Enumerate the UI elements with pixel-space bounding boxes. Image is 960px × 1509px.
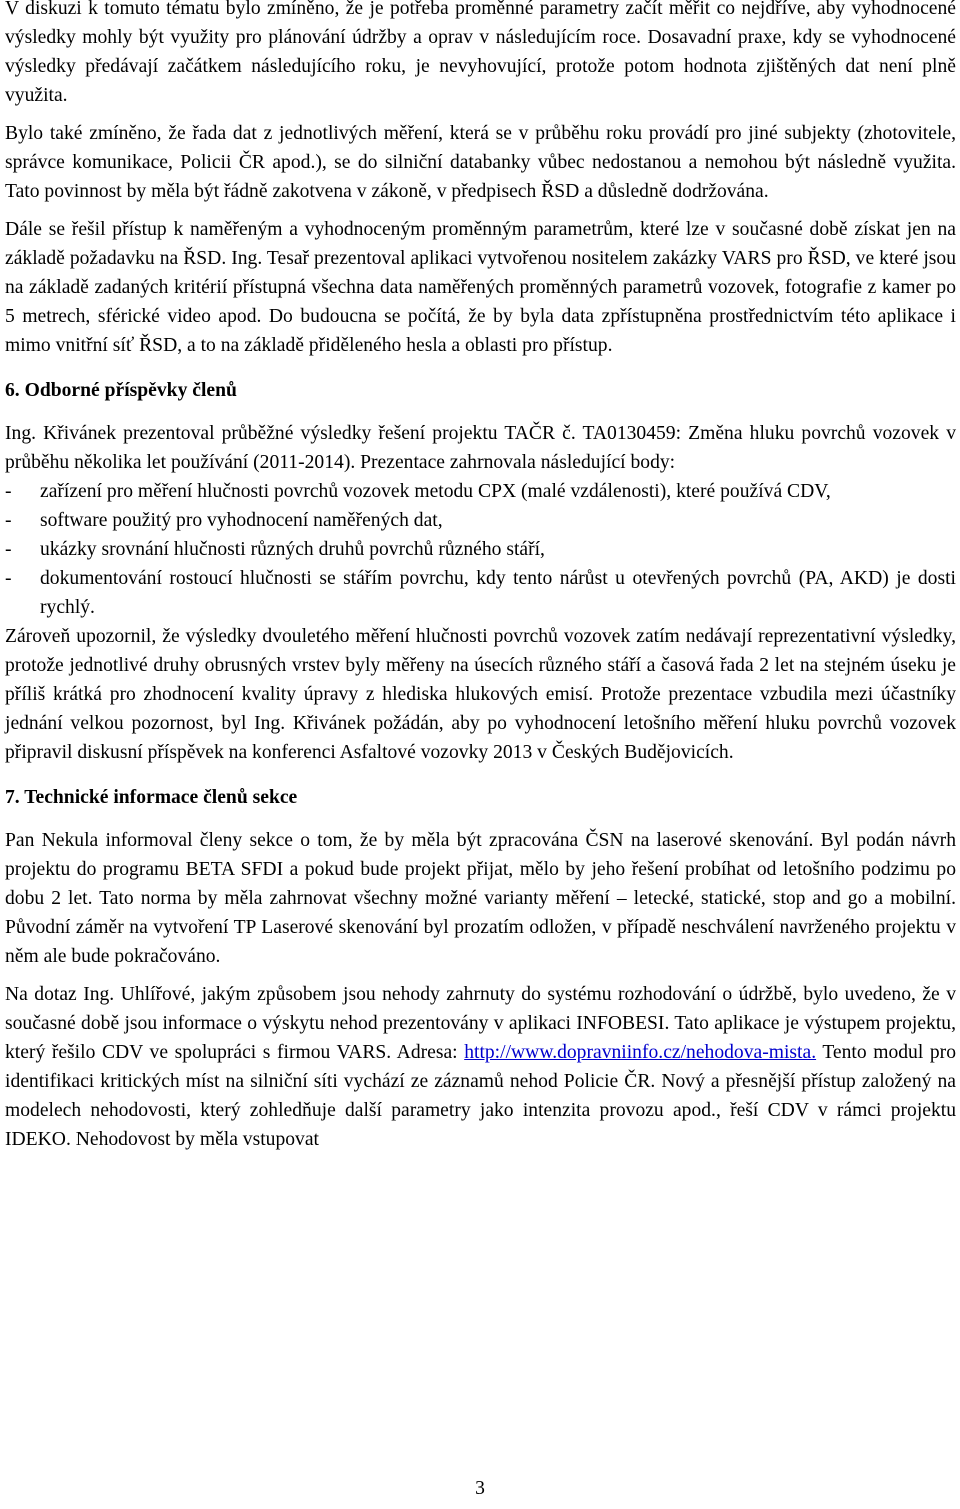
dash-bullet: -	[5, 568, 12, 589]
page-number: 3	[475, 1478, 485, 1499]
list-item-text: zařízení pro měření hlučnosti povrchů vozovek metodu CPX (malé vzdálenosti), které používá CDV,	[40, 481, 831, 502]
paragraph-discussion: V diskuzi k tomuto tématu bylo zmíněno, že je potřeba proměnné parametry začít měřit co nejdříve, aby vyhodnocené výsledky mohly být využity pro plánování údržby a oprav v následujícím roce. Dosavadní praxe, kdy se vyhodnocené výsledky předávají začátkem následujícího roku, je nevyhovující, protože potom hodnota zjištěných dat není plně využita.	[5, 0, 956, 106]
section6-closing: Zároveň upozornil, že výsledky dvouletého měření hlučnosti povrchů vozovek zatím nedávají reprezentativní výsledky, protože jednotlivé druhy obrusných vrstev byly měřeny na úsecích různého stáří a časová řada 2 let na stejném úseku je příliš krátká pro zhodnocení kvality úpravy z hlediska hlukových emisí. Protože prezentace vzbudila mezi účastníky jednání velkou pozornost, byl Ing. Křivánek požádán, aby po vyhodnocení letošního měření hluku povrchů vozovek připravil diskusní příspěvek na konferenci Asfaltové vozovky 2013 v Českých Budějovicích.	[5, 626, 956, 763]
accidents-text-start: Na dotaz Ing. Uhlířové, jakým způsobem jsou nehody zahrnuty do systému rozhodování o údržbě, bylo uvedeno, že v současné době jsou informace o výskytu nehod prezentovány v aplikaci INFOBESI. Tato aplikace je výstupem projektu, který řešilo CDV ve spolupráci s firmou VARS. Adresa:	[5, 984, 956, 1063]
list-item	[5, 506, 956, 535]
list-item-text: ukázky srovnání hlučnosti různých druhů povrchů různého stáří,	[40, 539, 545, 560]
accidents-text-end: Tento modul pro identifikaci kritických míst na silniční síti vychází ze záznamů nehod Policie ČR. Nový a přesnější přístup založený na modelech nehodovosti, který zohledňuje další parametry jako intenzita provozu apod., řeší CDV v rámci projektu IDEKO. Nehodovost by měla vstupovat	[5, 1042, 956, 1150]
list-item-text: dokumentování rostoucí hlučnosti se stářím povrchu, kdy tento nárůst u otevřených povrchů (PA, AKD) je dosti rychlý.	[40, 568, 956, 618]
list-item	[5, 535, 956, 564]
paragraph-data-subjects: Bylo také zmíněno, že řada dat z jednotlivých měření, která se v průběhu roku provádí pro jiné subjekty (zhotovitele, správce komunikace, Policii ČR apod.), se do silniční databanky vůbec nedostanou a nemohou být následně využita. Tato povinnost by měla být řádně zakotvena v zákoně, v předpisech ŘSD a důsledně dodržována.	[5, 123, 956, 202]
dash-bullet: -	[5, 481, 12, 502]
paragraph-data-access: Dále se řešil přístup k naměřeným a vyhodnoceným proměnným parametrům, které lze v současné době získat jen na základě požadavku na ŘSD. Ing. Tesař prezentoval aplikaci vytvořenou nositelem zakázky VARS pro ŘSD, ve které jsou na základě zadaných kritérií přístupná všechna data naměřených proměnných parametrů vozovek, fotografie z kamer po 5 metrech, sférické video apod. Do budoucna se počítá, že by byla data zpřístupněna prostřednictvím této aplikace i mimo vnitřní síť ŘSD, a to na základě přiděleného hesla a oblasti pro přístup.	[5, 219, 956, 356]
section-heading-6: 6. Odborné příspěvky členů	[5, 380, 237, 401]
section7-laser-scanning: Pan Nekula informoval členy sekce o tom, že by měla být zpracována ČSN na laserové skenování. Byl podán návrh projektu do programu BETA SFDI a pokud bude projekt přijat, mělo by jeho řešení probíhat od letošního podzimu po dobu 2 let. Tato norma by měla zahrnovat všechny možné varianty měření – letecké, statické, stop and go a mobilní. Původní záměr na vytvoření TP Laserové skenování byl prozatím odložen, v případě neschválení navrženého projektu v něm ale bude pokračováno.	[5, 830, 956, 967]
section7-accidents	[5, 980, 956, 1154]
section-heading-7: 7. Technické informace členů sekce	[5, 787, 298, 808]
list-item	[5, 564, 956, 622]
accident-sites-link[interactable]: http://www.dopravniinfo.cz/nehodova-mista.	[464, 1042, 817, 1063]
list-item	[5, 477, 956, 506]
section6-bullet-list	[5, 477, 956, 622]
dash-bullet: -	[5, 539, 12, 560]
list-item-text: software použitý pro vyhodnocení naměřených dat,	[40, 510, 443, 531]
dash-bullet: -	[5, 510, 12, 531]
section6-intro: Ing. Křivánek prezentoval průběžné výsledky řešení projektu TAČR č. TA0130459: Změna hluku povrchů vozovek v průběhu několika let používání (2011-2014). Prezentace zahrnovala následující body:	[5, 423, 956, 473]
